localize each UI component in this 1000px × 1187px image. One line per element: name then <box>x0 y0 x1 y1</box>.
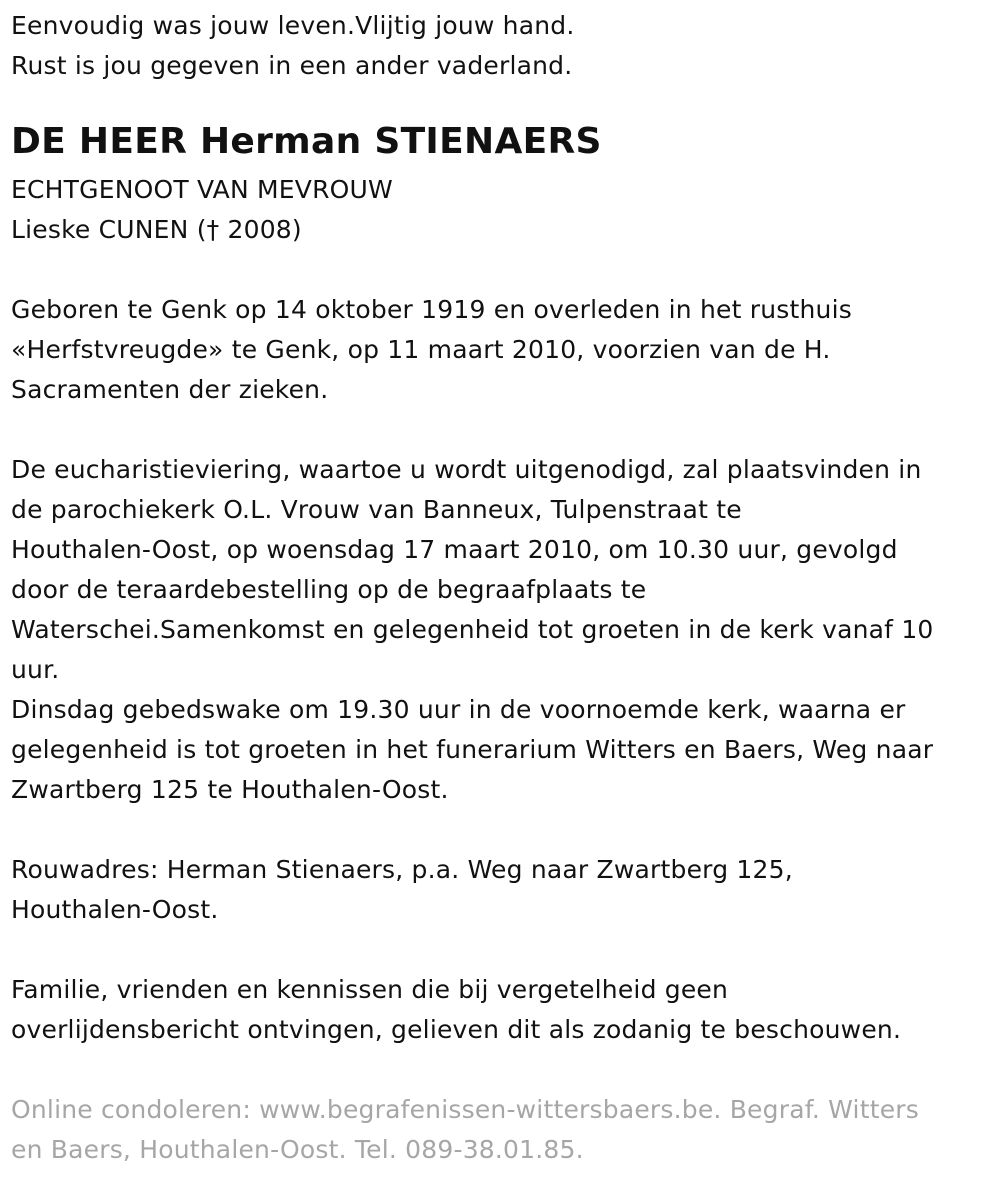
paragraph-line: de parochiekerk O.L. Vrouw van Banneux, Tulpenstraat te <box>11 495 742 524</box>
footer-line: Online condoleren: www.begrafenissen-wittersbaers.be. Begraf. Witters <box>11 1095 919 1124</box>
verse-line: Rust is jou gegeven in een ander vaderland. <box>11 51 573 80</box>
paragraph-line: Houthalen-Oost. <box>11 895 219 924</box>
paragraph-line: Houthalen-Oost, op woensdag 17 maart 2010, om 10.30 uur, gevolgd <box>11 535 898 564</box>
paragraph-line: «Herfstvreugde» te Genk, op 11 maart 2010, voorzien van de H. <box>11 335 831 364</box>
address-paragraph <box>11 850 1000 930</box>
paragraph-line: Rouwadres: Herman Stienaers, p.a. Weg naar Zwartberg 125, <box>11 855 793 884</box>
opening-verse <box>11 6 1000 86</box>
verse-line: Eenvoudig was jouw leven.Vlijtig jouw hand. <box>11 11 575 40</box>
paragraph-line: Dinsdag gebedswake om 19.30 uur in de voornoemde kerk, waarna er <box>11 695 906 724</box>
paragraph-line: overlijdensbericht ontvingen, gelieven dit als zodanig te beschouwen. <box>11 1015 902 1044</box>
paragraph-line: Familie, vrienden en kennissen die bij vergetelheid geen <box>11 975 729 1004</box>
footer-condolences <box>11 1090 1000 1170</box>
paragraph-line: De eucharistieviering, waartoe u wordt uitgenodigd, zal plaatsvinden in <box>11 455 922 484</box>
paragraph-line: Geboren te Genk op 14 oktober 1919 en overleden in het rusthuis <box>11 295 852 324</box>
footer-line: en Baers, Houthalen-Oost. Tel. 089-38.01.85. <box>11 1135 584 1164</box>
paragraph-line: door de teraardebestelling op de begraafplaats te <box>11 575 647 604</box>
paragraph-line: uur. <box>11 655 60 684</box>
ceremony-paragraph <box>11 450 1000 810</box>
paragraph-line: gelegenheid is tot groeten in het funerarium Witters en Baers, Weg naar <box>11 735 934 764</box>
spouse-info <box>11 170 1000 250</box>
spouse-line: Lieske CUNEN († 2008) <box>11 215 302 244</box>
paragraph-line: Zwartberg 125 te Houthalen-Oost. <box>11 775 449 804</box>
paragraph-line: Sacramenten der zieken. <box>11 375 329 404</box>
paragraph-line: Waterschei.Samenkomst en gelegenheid tot groeten in de kerk vanaf 10 <box>11 615 934 644</box>
spouse-line: ECHTGENOOT VAN MEVROUW <box>11 175 393 204</box>
birth-death-paragraph <box>11 290 1000 410</box>
deceased-name: DE HEER Herman STIENAERS <box>11 121 602 162</box>
notice-paragraph <box>11 970 1000 1050</box>
